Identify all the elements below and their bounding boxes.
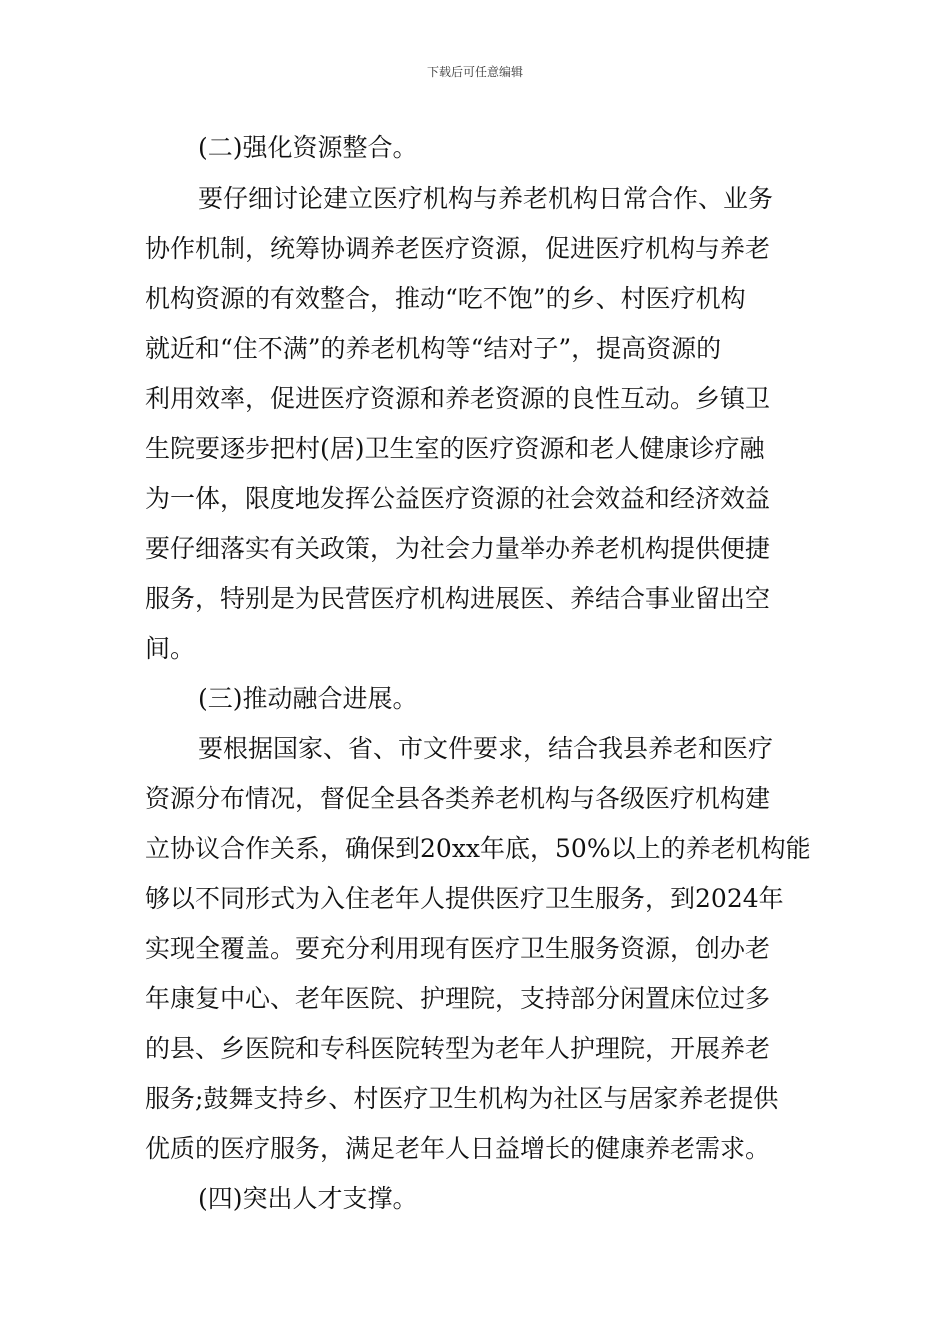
paragraph-line: 就近和“住不满”的养老机构等“结对子”，提高资源的: [145, 334, 722, 363]
paragraph-line: 资源分布情况，督促全县各类养老机构与各级医疗机构建: [145, 784, 771, 813]
page-header: 下载后可任意编辑: [426, 65, 523, 79]
heading-section-4: (四)突出人才支撑。: [198, 1184, 418, 1213]
paragraph-line: 生院要逐步把村(居)卫生室的医疗资源和老人健康诊疗融: [145, 434, 765, 463]
paragraph-line: 实现全覆盖。要充分利用现有医疗卫生服务资源，创办老: [145, 934, 771, 963]
paragraph-line: 优质的医疗服务，满足老年人日益增长的健康养老需求。: [145, 1134, 771, 1163]
paragraph-line: 间。: [145, 634, 196, 663]
paragraph-line: 服务;鼓舞支持乡、村医疗卫生机构为社区与居家养老提供: [145, 1084, 779, 1113]
paragraph-line: 协作机制，统筹协调养老医疗资源，促进医疗机构与养老: [145, 234, 771, 263]
heading-section-3: (三)推动融合进展。: [198, 684, 418, 713]
heading-section-2: (二)强化资源整合。: [198, 133, 418, 162]
paragraph-line: 的县、乡医院和专科医院转型为老年人护理院，开展养老: [145, 1034, 771, 1063]
paragraph-line: 年康复中心、老年医院、护理院，支持部分闲置床位过多: [145, 984, 771, 1013]
paragraph-line: 为一体，限度地发挥公益医疗资源的社会效益和经济效益: [145, 484, 771, 513]
paragraph-line: 服务，特别是为民营医疗机构进展医、养结合事业留出空: [145, 584, 771, 613]
paragraph-line: 利用效率，促进医疗资源和养老资源的良性互动。乡镇卫: [145, 384, 771, 413]
paragraph-line: 立协议合作关系，确保到20xx年底，50%以上的养老机构能: [145, 834, 811, 863]
paragraph-line: 机构资源的有效整合，推动“吃不饱”的乡、村医疗机构: [145, 284, 746, 313]
paragraph-line: 够以不同形式为入住老年人提供医疗卫生服务，到2024年: [145, 884, 784, 913]
paragraph-line: 要根据国家、省、市文件要求，结合我县养老和医疗: [198, 734, 774, 763]
paragraph-line: 要仔细落实有关政策，为社会力量举办养老机构提供便捷: [145, 534, 771, 563]
paragraph-line: 要仔细讨论建立医疗机构与养老机构日常合作、业务: [198, 184, 774, 213]
